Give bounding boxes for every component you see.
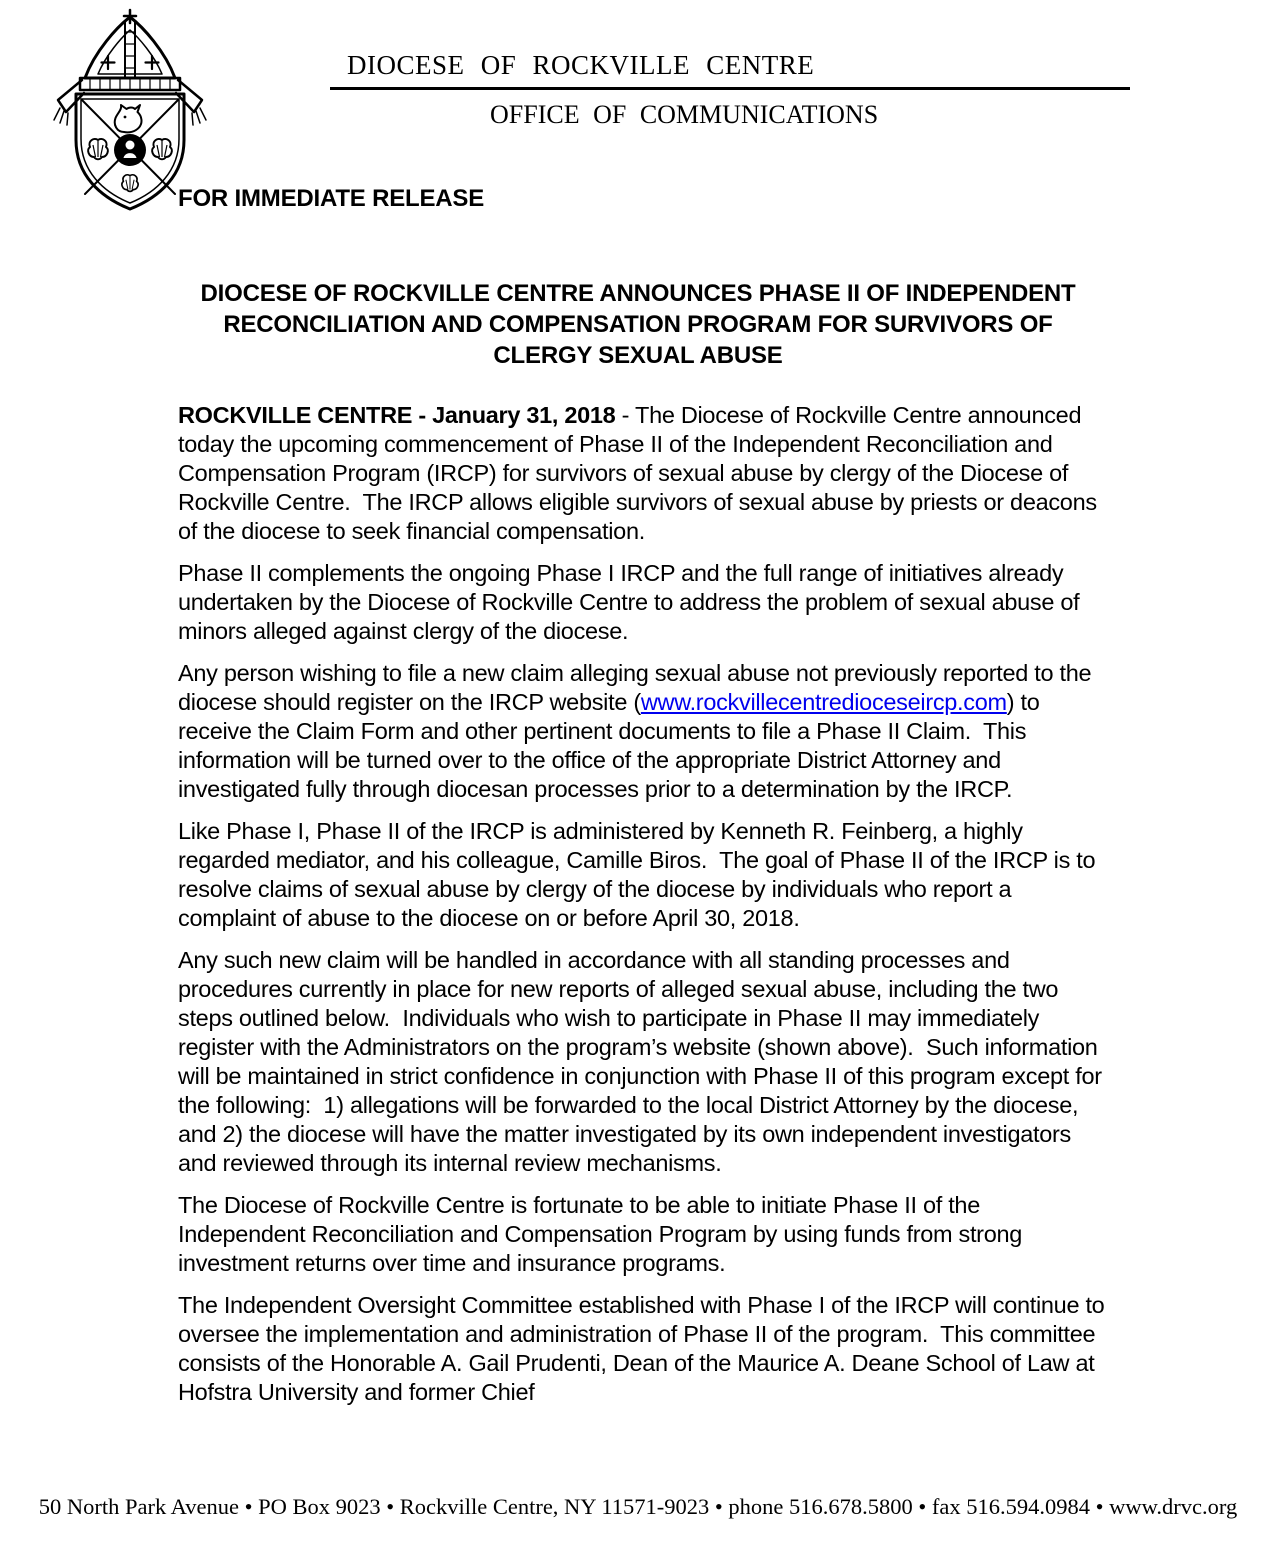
paragraph bbox=[178, 1191, 1112, 1278]
dateline: ROCKVILLE CENTRE - January 31, 2018 bbox=[178, 402, 616, 428]
paragraph bbox=[178, 817, 1112, 933]
ircp-website-link[interactable]: www.rockvillecentredioceseircp.com bbox=[640, 689, 1007, 715]
headline bbox=[0, 278, 1276, 371]
paragraph bbox=[178, 659, 1112, 804]
letterhead bbox=[330, 50, 1130, 130]
paragraph bbox=[178, 946, 1112, 1178]
paragraph-text: - The Diocese of Rockville Centre announced today the upcoming commencement of Phase II of the Independent Reconciliation and Compensation Program (IRCP) for survivors of sexual abuse by clergy of the Diocese of Rockville Centre. The IRCP allows eligible survivors of sexual abuse by priests or deacons of the diocese to seek financial compensation. bbox=[178, 402, 1104, 544]
paragraph-text: ) to receive the Claim Form and other pertinent documents to file a Phase II Claim. This information will be turned over to the office of the appropriate District Attorney and investigated fully through diocesan processes prior to a determination by the IRCP. bbox=[178, 689, 1046, 802]
headline-line: RECONCILIATION AND COMPENSATION PROGRAM FOR SURVIVORS OF bbox=[223, 311, 1053, 338]
footer-address: 50 North Park Avenue • PO Box 9023 • Rockville Centre, NY 11571-9023 • phone 516.678.5800 • fax 516.594.0984 • www.drvc.org bbox=[38, 1494, 1238, 1519]
diocese-crest-logo bbox=[44, 8, 216, 215]
paragraph-text: Like Phase I, Phase II of the IRCP is administered by Kenneth R. Feinberg, a highly regarded mediator, and his colleague, Camille Biros. The goal of Phase II of the IRCP is to resolve claims of sexual abuse by clergy of the diocese by individuals who report a complaint of abuse to the diocese on or before April 30, 2018. bbox=[178, 818, 1102, 931]
organization-name: DIOCESE OF ROCKVILLE CENTRE bbox=[347, 50, 815, 80]
department-name: OFFICE OF COMMUNICATIONS bbox=[490, 100, 879, 129]
paragraph-text: Any person wishing to file a new claim alleging sexual abuse not previously reported to the diocese should register on the IRCP website ( bbox=[178, 660, 1098, 715]
headline-line: CLERGY SEXUAL ABUSE bbox=[493, 342, 783, 369]
paragraph-text: The Independent Oversight Committee established with Phase I of the IRCP will continue to oversee the implementation and administration of Phase II of the program. This committee consists of the Honorable A. Gail Prudenti, Dean of the Maurice A. Deane School of Law at Hofstra University and former Chief bbox=[178, 1292, 1111, 1405]
paragraph bbox=[178, 1291, 1112, 1407]
letterhead-rule bbox=[330, 87, 1130, 90]
paragraph-text: Phase II complements the ongoing Phase I IRCP and the full range of initiatives already undertaken by the Diocese of Rockville Centre to address the problem of sexual abuse of minors alleged against clergy of the diocese. bbox=[178, 560, 1086, 644]
paragraph-text: Any such new claim will be handled in accordance with all standing processes and procedures currently in place for new reports of alleged sexual abuse, including the two steps outlined below. Individuals who wish to participate in Phase II may immediately register with the Administrators on the program’s website (shown above). Such information will be maintained in strict confidence in conjunction with Phase II of this program except for the following: 1) allegations will be forwarded to the local District Attorney by the diocese, and 2) the diocese will have the matter investigated by its own independent investigators and reviewed through its internal review mechanisms. bbox=[178, 947, 1108, 1176]
paragraph bbox=[178, 401, 1112, 546]
release-label: FOR IMMEDIATE RELEASE bbox=[178, 185, 485, 212]
headline-line: DIOCESE OF ROCKVILLE CENTRE ANNOUNCES PHASE II OF INDEPENDENT bbox=[200, 280, 1076, 307]
paragraph-text: The Diocese of Rockville Centre is fortunate to be able to initiate Phase II of the Independent Reconciliation and Compensation Program by using funds from strong investment returns over time and insurance programs. bbox=[178, 1192, 1029, 1276]
press-release-body bbox=[178, 401, 1112, 1420]
paragraph bbox=[178, 559, 1112, 646]
